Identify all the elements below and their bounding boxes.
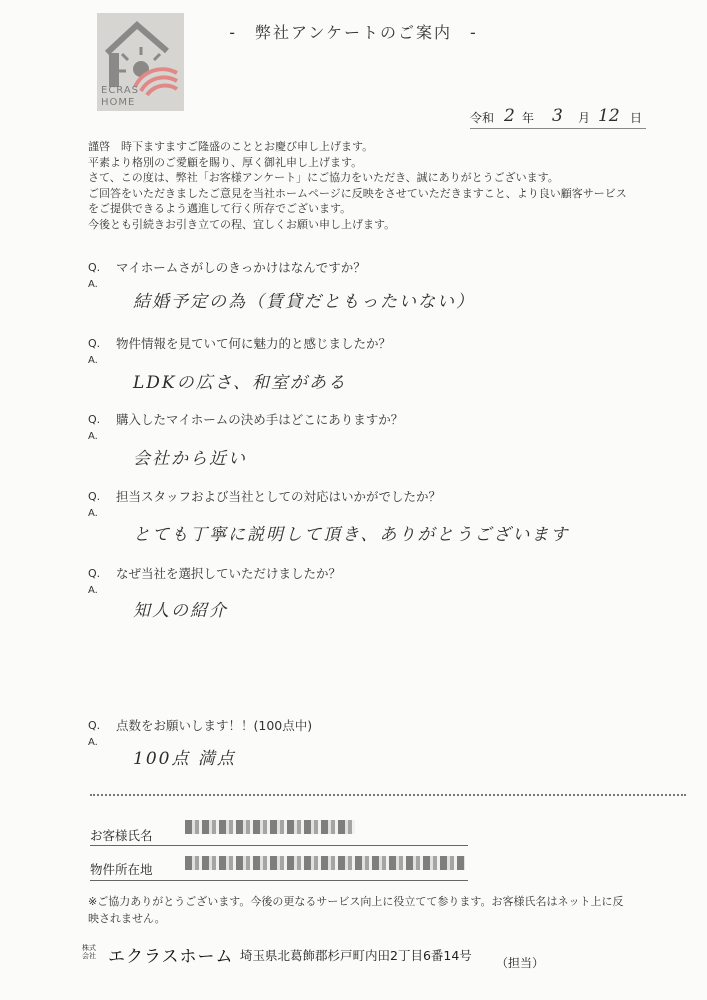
property-label: 物件所在地 — [90, 862, 153, 877]
company-type — [82, 944, 96, 960]
q-label: Q. — [88, 719, 101, 732]
question-6: 点数をお願いします！！(100点中) — [116, 718, 313, 733]
intro-line: 今後とも引続きお引き立ての程、宜しくお願い申し上げます。 — [88, 217, 396, 231]
answer-2: LDKの広さ、和室がある — [133, 373, 347, 393]
q-label: Q. — [88, 490, 101, 503]
answer-1: 結婚予定の為（賃貸だともったいない） — [133, 292, 475, 312]
a-label: A. — [88, 585, 98, 596]
customer-name-label: お客様氏名 — [90, 828, 153, 843]
date-day: 12 — [598, 106, 620, 126]
intro-line: をご提供できるよう邁進して行く所存でございます。 — [88, 202, 352, 215]
company-type-2: 会社 — [82, 952, 96, 960]
redacted-address — [185, 856, 465, 870]
date-era: 令和 — [470, 111, 495, 125]
company-type-1: 株式 — [82, 944, 96, 952]
question-5: なぜ当社を選択していただけましたか？ — [116, 566, 342, 581]
company-address: 埼玉県北葛飾郡杉戸町内田2丁目6番14号 — [240, 948, 472, 963]
q-label: Q. — [88, 413, 101, 426]
page-title — [0, 20, 707, 43]
note-line: 映されません。 — [88, 912, 166, 925]
intro-line: ご回答をいただきましたご意見を当社ホームページに反映をさせていただきますこと、より良い顧客サービス — [88, 186, 627, 200]
title-dash-right: - — [470, 23, 478, 42]
intro-line: 平素より格別のご愛顧を賜り、厚く御礼申し上げます。 — [88, 155, 363, 169]
a-label: A. — [88, 737, 98, 748]
title-dash-left: - — [229, 23, 237, 42]
intro-text — [88, 139, 678, 232]
a-label: A. — [88, 431, 98, 442]
q-label: Q. — [88, 337, 101, 350]
answer-5: 知人の紹介 — [133, 601, 228, 621]
a-label: A. — [88, 355, 98, 366]
company-name: エクラスホーム — [108, 947, 234, 967]
date-month: 3 — [552, 106, 563, 126]
date-field — [470, 108, 646, 129]
question-4: 担当スタッフおよび当社としての対応はいかがでしたか？ — [116, 489, 442, 504]
note-text — [88, 893, 688, 927]
date-month-unit: 月 — [578, 111, 591, 125]
intro-line: 謹啓 時下ますますご隆盛のこととお慶び申し上げます。 — [88, 140, 374, 153]
q-label: Q. — [88, 567, 101, 580]
answer-6: 100点 満点 — [133, 749, 236, 769]
question-1: マイホームさがしのきっかけはなんですか？ — [116, 260, 366, 275]
title-text: 弊社アンケートのご案内 — [254, 23, 453, 42]
answer-3: 会社から近い — [133, 449, 247, 469]
date-year: 2 — [504, 106, 515, 126]
redacted-name — [185, 820, 355, 834]
intro-line: さて、この度は、弊社「お客様アンケート」にご協力をいただき、誠にありがとうございます。 — [88, 171, 559, 184]
a-label: A. — [88, 279, 98, 290]
date-year-unit: 年 — [522, 111, 535, 125]
customer-name-line — [90, 845, 468, 846]
a-label: A. — [88, 508, 98, 519]
note-line: ※ご協力ありがとうございます。今後の更なるサービス向上に役立てて参ります。お客様氏名はネット上に反 — [88, 895, 624, 908]
date-day-unit: 日 — [630, 111, 643, 125]
question-3: 購入したマイホームの決め手はどこにありますか？ — [116, 412, 404, 427]
logo-text-2: HOME — [101, 97, 136, 108]
answer-4: とても丁寧に説明して頂き、ありがとうございます — [133, 525, 570, 545]
logo-text-1: ECRAS — [101, 85, 140, 96]
question-2: 物件情報を見ていて何に魅力的と感じましたか？ — [116, 336, 392, 351]
staff-label: （担当） — [496, 956, 545, 970]
q-label: Q. — [88, 261, 101, 274]
property-line — [90, 880, 468, 881]
dotted-divider — [90, 794, 686, 796]
